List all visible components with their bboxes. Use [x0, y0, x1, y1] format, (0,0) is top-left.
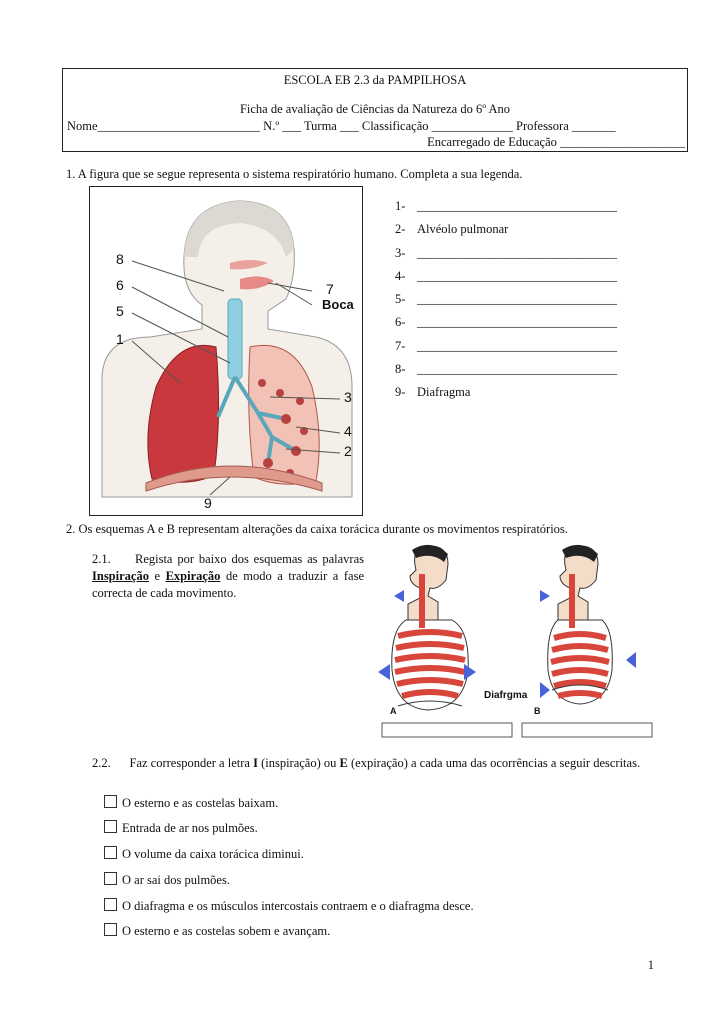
- checkbox-item[interactable]: O ar sai dos pulmões.: [104, 872, 230, 888]
- checkbox-item[interactable]: O esterno e as costelas sobem e avançam.: [104, 923, 330, 939]
- respiratory-illustration: [90, 187, 362, 515]
- checkbox[interactable]: [104, 795, 117, 808]
- legend-item[interactable]: 4- ________________________________: [395, 268, 617, 283]
- diagram-label-b: B: [534, 706, 541, 716]
- legend-item[interactable]: 3- ________________________________: [395, 245, 617, 260]
- student-info-line[interactable]: Nome__________________________ N.º ___ Turma ___ Classificação _____________ Professora _______: [67, 119, 616, 133]
- respiratory-system-figure: [89, 186, 363, 516]
- checkbox-item[interactable]: O volume da caixa torácica diminui.: [104, 846, 304, 862]
- checkbox[interactable]: [104, 846, 117, 859]
- legend-item[interactable]: 6- ________________________________: [395, 315, 617, 330]
- figure-label-6: 6: [116, 277, 124, 293]
- legend-item[interactable]: 9- Diafragma: [395, 385, 471, 400]
- question-2-2: 2.2. Faz corresponder a letra I (inspiração) ou E (expiração) a cada uma das ocorrências a seguir descritas.: [92, 756, 641, 770]
- answer-box-a: [382, 723, 512, 737]
- figure-label-5: 5: [116, 303, 124, 319]
- question-1-text: 1. A figura que se segue representa o sistema respiratório humano. Completa a sua legenda.: [66, 167, 523, 181]
- legend-item[interactable]: 2- Alvéolo pulmonar: [395, 222, 509, 237]
- figure-label-7: 7: [326, 281, 334, 297]
- figure-label-2: 2: [344, 443, 352, 459]
- figure-label-8: 8: [116, 251, 124, 267]
- legend-item[interactable]: 8- ________________________________: [395, 362, 617, 377]
- checkbox[interactable]: [104, 820, 117, 833]
- legend-item[interactable]: 1- ________________________________: [395, 199, 617, 213]
- worksheet-title: Ficha de avaliação de Ciências da Natureza do 6º Ano: [239, 102, 511, 116]
- figure-label-1: 1: [116, 331, 124, 347]
- diagram-label-a: A: [390, 706, 397, 716]
- legend-item[interactable]: 5- ________________________________: [395, 292, 617, 307]
- figure-label-4: 4: [344, 423, 352, 439]
- question-2-1: 2.1. Regista por baixo dos esquemas as palavras Inspiração e Expiração de modo a traduzir a fase correcta de cada movimento.: [92, 552, 365, 600]
- thorax-diagram: [372, 540, 662, 742]
- breathing-diagrams: [372, 540, 662, 742]
- diagram-label-diafragma: Diafrgma: [484, 690, 528, 701]
- figure-label-boca: Boca: [322, 297, 354, 312]
- figure-label-9: 9: [204, 495, 212, 511]
- page-number: 1: [647, 958, 654, 972]
- legend-list: [395, 199, 617, 409]
- figure-label-3: 3: [344, 389, 352, 405]
- checkbox[interactable]: [104, 923, 117, 936]
- checkbox-item[interactable]: O esterno e as costelas baixam.: [104, 795, 278, 811]
- legend-item[interactable]: 7- ________________________________: [395, 338, 617, 353]
- guardian-line[interactable]: Encarregado de Educação ____________________: [427, 135, 685, 149]
- checkbox[interactable]: [104, 898, 117, 911]
- checkbox-item[interactable]: O diafragma e os músculos intercostais contraem e o diafragma desce.: [104, 898, 474, 914]
- header-box: [62, 68, 688, 152]
- school-name: ESCOLA EB 2.3 da PAMPILHOSA: [283, 73, 467, 87]
- question-2-text: 2. Os esquemas A e B representam alterações da caixa torácica durante os movimentos respiratórios.: [66, 522, 568, 536]
- answer-box-b: [522, 723, 652, 737]
- checkbox[interactable]: [104, 872, 117, 885]
- checkbox-item[interactable]: Entrada de ar nos pulmões.: [104, 820, 258, 836]
